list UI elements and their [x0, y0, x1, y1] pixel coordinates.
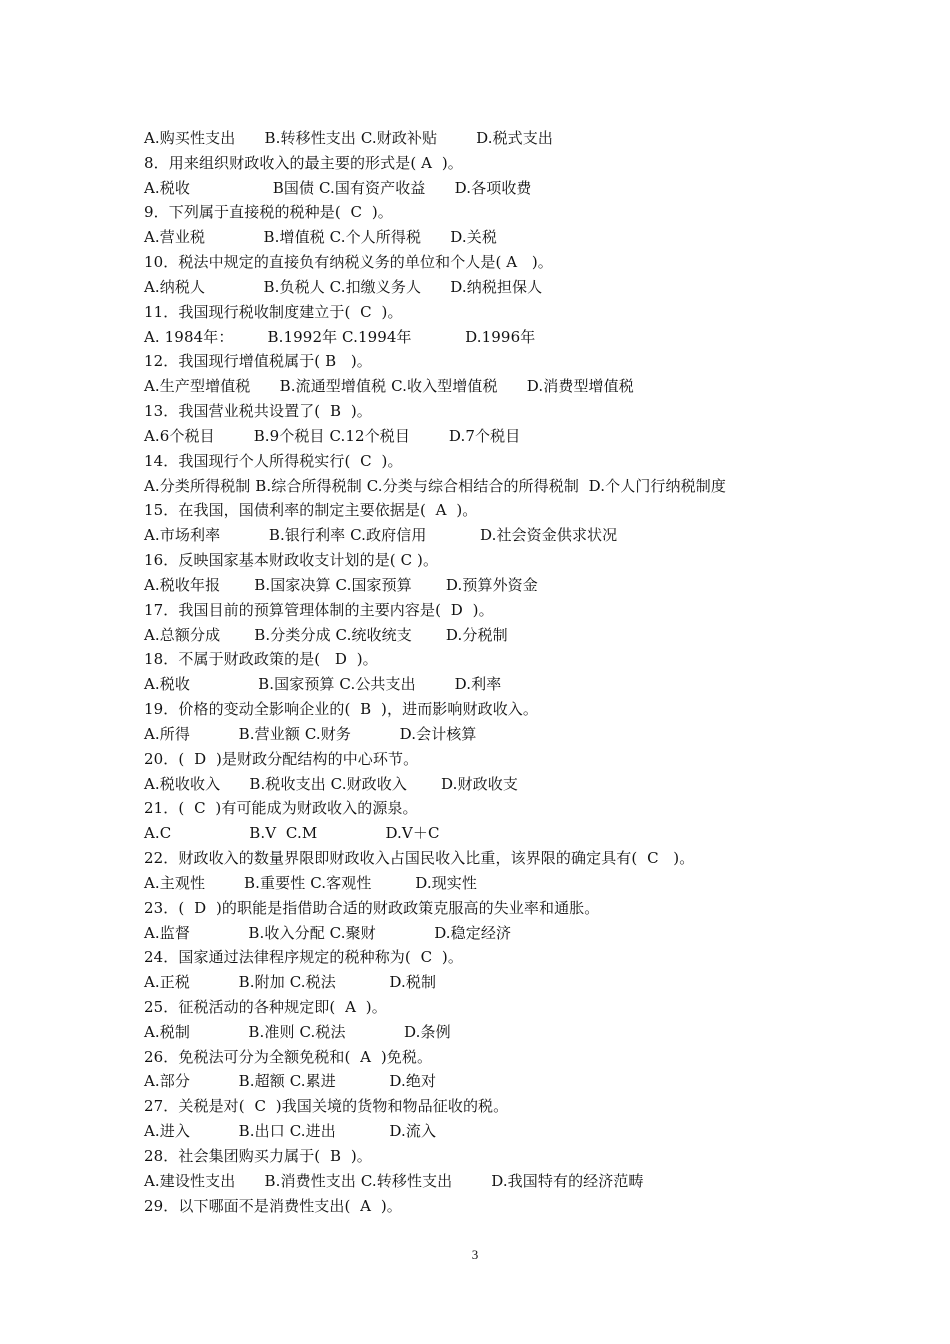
question-line: 16．反映国家基本财政收支计划的是( C )。 — [144, 551, 439, 570]
question-line: 11．我国现行税收制度建立于( C )。 — [144, 302, 403, 321]
answer-options-line: A.部分 B.超额 C.累进 D.绝对 — [144, 1072, 437, 1091]
answer-options-line: A.市场利率 B.银行利率 C.政府信用 D.社会资金供求状况 — [144, 526, 618, 545]
page-number: 3 — [471, 1247, 479, 1262]
question-line: 19．价格的变动全影响企业的( B )，进而影响财政收入。 — [144, 700, 538, 719]
question-line: 24．国家通过法律程序规定的税种称为( C )。 — [144, 948, 463, 967]
answer-options-line: A.正税 B.附加 C.税法 D.税制 — [144, 973, 437, 992]
answer-options-line: A.税收收入 B.税收支出 C.财政收入 D.财政收支 — [144, 774, 518, 793]
question-line: 20．( D )是财政分配结构的中心环节。 — [144, 749, 419, 768]
question-list — [144, 126, 824, 1218]
question-line: 9．下列属于直接税的税种是( C )。 — [144, 203, 393, 222]
question-line: 23．( D )的职能是指借助合适的财政政策克服高的失业率和通胀。 — [144, 898, 600, 917]
question-line: 21．( C )有可能成为财政收入的源泉。 — [144, 799, 418, 818]
question-line: 27．关税是对( C )我国关境的货物和物品征收的税。 — [144, 1097, 509, 1116]
answer-options-line: A.总额分成 B.分类分成 C.统收统支 D.分税制 — [144, 625, 508, 644]
answer-options-line: A.监督 B.收入分配 C.聚财 D.稳定经济 — [144, 923, 512, 942]
answer-options-line: A.主观性 B.重要性 C.客观性 D.现实性 — [144, 873, 477, 892]
answer-options-line: A.建设性支出 B.消费性支出 C.转移性支出 D.我国特有的经济范畴 — [144, 1171, 644, 1190]
question-line: 14．我国现行个人所得税实行( C )。 — [144, 451, 403, 470]
question-line: 28．社会集团购买力属于( B )。 — [144, 1146, 372, 1165]
question-line: 13．我国营业税共设置了( B )。 — [144, 402, 372, 421]
answer-options-line: A.税收 B国债 C.国有资产收益 D.各项收费 — [144, 178, 532, 197]
answer-options-line: A.C B.V C.M D.V＋C — [144, 824, 440, 843]
question-line: 22．财政收入的数量界限即财政收入占国民收入比重，该界限的确定具有( C )。 — [144, 849, 695, 868]
question-line: 8．用来组织财政收入的最主要的形式是( A )。 — [144, 153, 463, 172]
answer-options-line: A.所得 B.营业额 C.财务 D.会计核算 — [144, 724, 477, 743]
answer-options-line: A. 1984年： B.1992年 C.1994年 D.1996年 — [144, 327, 536, 346]
answer-options-line: A.税收年报 B.国家决算 C.国家预算 D.预算外资金 — [144, 575, 538, 594]
answer-options-line: A.购买性支出 B.转移性支出 C.财政补贴 D.税式支出 — [144, 129, 553, 147]
question-line: 29．以下哪面不是消费性支出( A )。 — [144, 1196, 402, 1215]
answer-options-line: A.进入 B.出口 C.进出 D.流入 — [144, 1122, 437, 1141]
answer-options-line: A.税制 B.准则 C.税法 D.条例 — [144, 1022, 451, 1041]
answer-options-line: A.6个税目 B.9个税目 C.12个税目 D.7个税目 — [144, 426, 521, 445]
answer-options-line: A.税收 B.国家预算 C.公共支出 D.利率 — [144, 675, 502, 694]
question-line: 12．我国现行增值税属于( B )。 — [144, 352, 372, 371]
question-line: 26．免税法可分为全额免税和( A )免税。 — [144, 1047, 433, 1066]
question-line: 15．在我国，国债利率的制定主要依据是( A )。 — [144, 501, 478, 520]
question-line: 18．不属于财政政策的是( D )。 — [144, 650, 378, 669]
answer-options-line: A.纳税人 B.负税人 C.扣缴义务人 D.纳税担保人 — [144, 277, 543, 296]
answer-options-line: A.分类所得税制 B.综合所得税制 C.分类与综合相结合的所得税制 D.个人门行纳税制度 — [144, 476, 726, 495]
question-line: 17．我国目前的预算管理体制的主要内容是( D )。 — [144, 600, 494, 619]
question-line: 25．征税活动的各种规定即( A )。 — [144, 997, 387, 1016]
answer-options-line: A.生产型增值税 B.流通型增值税 C.收入型增值税 D.消费型增值税 — [144, 377, 634, 396]
question-line: 10．税法中规定的直接负有纳税义务的单位和个人是( A )。 — [144, 253, 553, 272]
answer-options-line: A.营业税 B.增值税 C.个人所得税 D.关税 — [144, 228, 497, 247]
